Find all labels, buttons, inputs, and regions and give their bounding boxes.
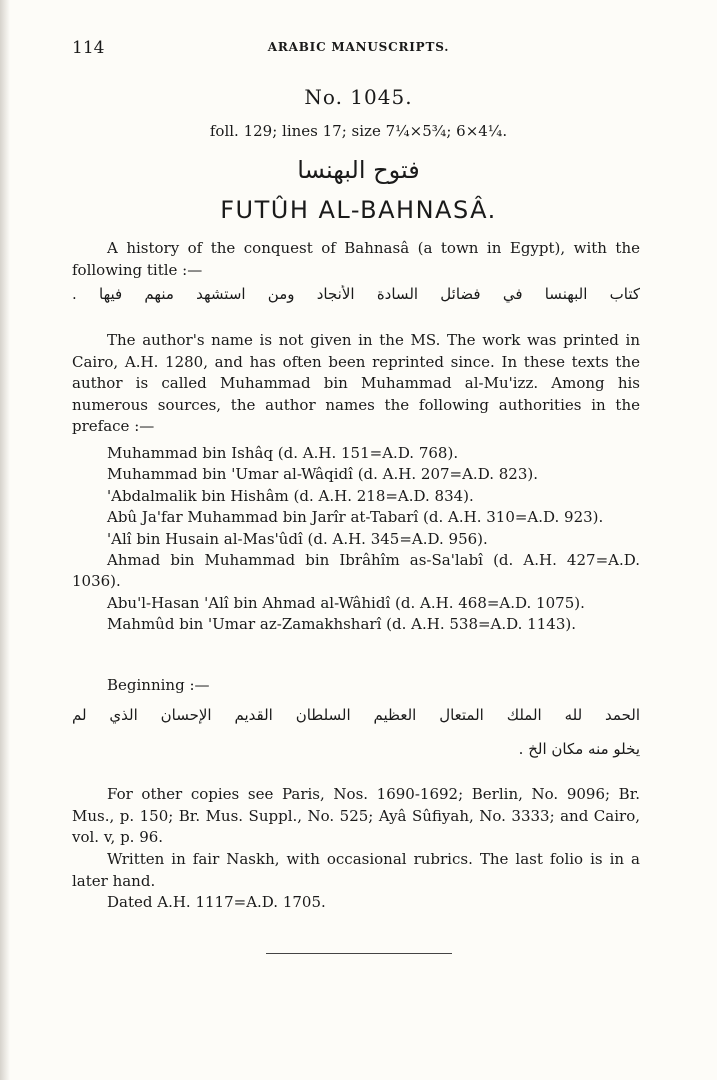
- arabic-title: فتوح البهنسا: [297, 156, 420, 184]
- intro-paragraph: A history of the conquest of Bahnasâ (a town in Egypt), with the following title :—: [72, 239, 640, 279]
- dated-line: Dated A.H. 1117=A.D. 1705.: [107, 893, 326, 911]
- end-rule-divider: [266, 953, 452, 954]
- list-item: Muhammad bin Ishâq (d. A.H. 151=A.D. 768).: [107, 444, 459, 462]
- list-item: Abû Ja'far Muhammad bin Jarîr at-Tabarî (d. A.H. 310=A.D. 923).: [107, 508, 604, 527]
- list-item: Ahmad bin Muhammad bin Ibrâhîm as-Sa'labî (d. A.H. 427=A.D. 1036).: [72, 551, 640, 591]
- list-item: 'Abdalmalik bin Hishâm (d. A.H. 218=A.D. 834).: [107, 486, 474, 505]
- list-item: 'Alî bin Husain al-Mas'ûdî (d. A.H. 345=A.D. 956).: [107, 529, 488, 548]
- beginning-label: Beginning :—: [107, 676, 210, 694]
- page-number: 114: [72, 38, 105, 58]
- authorities-list: [72, 443, 640, 636]
- running-head: ARABIC MANUSCRIPTS.: [267, 40, 450, 54]
- arabic-subtitle: كتاب البهنسا في فضائل السادة الأنجاد ومن استشهد منهم فيها .: [72, 285, 640, 303]
- other-copies-paragraph: For other copies see Paris, Nos. 1690-1692; Berlin, No. 9096; Br. Mus., p. 150; Br. Mus. Suppl., No. 525; Ayâ Sûfiyah, No. 3333; and Cairo, vol. v, p. 96.: [72, 785, 640, 846]
- arabic-beginning-line-1: الحمد لله الملك المتعال العظيم السلطان القديم الإحسان الذي لم: [72, 706, 640, 724]
- latin-title: FUTÛH AL-BAHNASÂ.: [220, 196, 497, 224]
- manuscript-number: No. 1045.: [304, 85, 413, 109]
- manuscript-details: foll. 129; lines 17; size 7¼×5¾; 6×4¼.: [209, 122, 508, 140]
- page-edge-shadow: [0, 0, 10, 1080]
- list-item: Abu'l-Hasan 'Alî bin Ahmad al-Wâhidî (d. A.H. 468=A.D. 1075).: [107, 593, 585, 612]
- script-paragraph: Written in fair Naskh, with occasional rubrics. The last folio is in a later hand.: [72, 850, 640, 890]
- page-header: [72, 38, 645, 60]
- author-paragraph: The author's name is not given in the MS. The work was printed in Cairo, A.H. 1280, and has often been reprinted since. In these texts the author is called Muhammad bin Muhammad al-Mu'izz. Among his numerous sources, the author names the following authorities in the preface :—: [72, 331, 640, 435]
- arabic-beginning-line-2: يخلو منه مكان الخ .: [518, 740, 640, 758]
- list-item: Muhammad bin 'Umar al-Wâqidî (d. A.H. 207=A.D. 823).: [107, 465, 538, 484]
- list-item: Mahmûd bin 'Umar az-Zamakhsharî (d. A.H. 538=A.D. 1143).: [107, 615, 576, 634]
